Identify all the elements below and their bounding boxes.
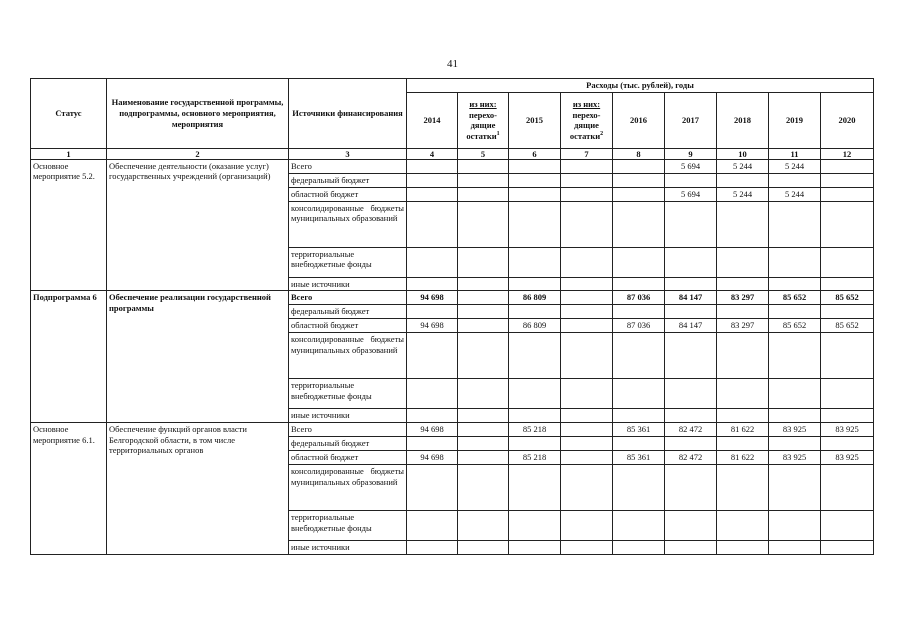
- value-cell: [509, 409, 561, 423]
- value-cell: [769, 510, 821, 540]
- value-cell: [407, 305, 458, 319]
- footnote-mark-1: 1: [496, 130, 500, 137]
- value-cell: [458, 247, 509, 277]
- value-cell: [509, 159, 561, 173]
- value-cell: [717, 173, 769, 187]
- value-cell: 87 036: [613, 319, 665, 333]
- column-number: 10: [717, 148, 769, 159]
- column-number: 8: [613, 148, 665, 159]
- header-status: Статус: [31, 79, 107, 149]
- table-row: [31, 422, 874, 436]
- value-cell: [613, 305, 665, 319]
- column-number: 9: [665, 148, 717, 159]
- source-cell: территориальные внебюджетные фонды: [289, 247, 407, 277]
- value-cell: 5 694: [665, 187, 717, 201]
- value-cell: 85 361: [613, 422, 665, 436]
- header-carry-1: перехо-дящие: [468, 109, 497, 131]
- value-cell: [509, 379, 561, 409]
- value-cell: [665, 540, 717, 554]
- value-cell: [458, 464, 509, 510]
- header-remains-2-wrap: [563, 131, 610, 142]
- column-number-row: [31, 148, 874, 159]
- value-cell: [561, 159, 613, 173]
- value-cell: [821, 540, 874, 554]
- value-cell: [561, 464, 613, 510]
- value-cell: [665, 201, 717, 247]
- value-cell: [509, 510, 561, 540]
- table-body: [31, 159, 874, 554]
- value-cell: [458, 159, 509, 173]
- source-cell: консолидированные бюджеты муниципальных образований: [289, 464, 407, 510]
- value-cell: [561, 277, 613, 291]
- value-cell: [561, 333, 613, 379]
- source-cell: консолидированные бюджеты муниципальных образований: [289, 333, 407, 379]
- value-cell: [509, 436, 561, 450]
- value-cell: [561, 291, 613, 305]
- value-cell: 83 297: [717, 291, 769, 305]
- value-cell: [407, 409, 458, 423]
- status-cell: Подпрограмма 6: [31, 291, 107, 423]
- value-cell: [769, 464, 821, 510]
- value-cell: 83 297: [717, 319, 769, 333]
- value-cell: [665, 305, 717, 319]
- value-cell: [821, 173, 874, 187]
- name-cell: Обеспечение деятельности (оказание услуг) государственных учреждений (организаций): [107, 159, 289, 291]
- header-2019: 2019: [769, 92, 821, 148]
- value-cell: [613, 436, 665, 450]
- value-cell: [613, 201, 665, 247]
- value-cell: [821, 201, 874, 247]
- value-cell: [613, 333, 665, 379]
- value-cell: 85 652: [821, 291, 874, 305]
- value-cell: [561, 173, 613, 187]
- source-cell: иные источники: [289, 409, 407, 423]
- source-cell: территориальные внебюджетные фонды: [289, 510, 407, 540]
- value-cell: 94 698: [407, 319, 458, 333]
- column-number: 3: [289, 148, 407, 159]
- value-cell: [561, 247, 613, 277]
- status-cell: Основное мероприятие 6.1.: [31, 422, 107, 554]
- value-cell: [821, 277, 874, 291]
- value-cell: [665, 333, 717, 379]
- value-cell: [769, 247, 821, 277]
- value-cell: [458, 291, 509, 305]
- value-cell: [458, 305, 509, 319]
- value-cell: 81 622: [717, 422, 769, 436]
- value-cell: [458, 409, 509, 423]
- table-row: [31, 291, 874, 305]
- value-cell: [665, 247, 717, 277]
- value-cell: [458, 510, 509, 540]
- value-cell: [821, 510, 874, 540]
- value-cell: [613, 159, 665, 173]
- value-cell: [717, 247, 769, 277]
- value-cell: 85 652: [769, 291, 821, 305]
- value-cell: [458, 187, 509, 201]
- header-2020: 2020: [821, 92, 874, 148]
- value-cell: [458, 173, 509, 187]
- value-cell: 86 809: [509, 319, 561, 333]
- value-cell: 83 925: [769, 422, 821, 436]
- value-cell: [613, 173, 665, 187]
- value-cell: [407, 247, 458, 277]
- value-cell: 84 147: [665, 319, 717, 333]
- value-cell: [509, 201, 561, 247]
- value-cell: [561, 540, 613, 554]
- value-cell: [665, 379, 717, 409]
- source-cell: областной бюджет: [289, 450, 407, 464]
- value-cell: [509, 173, 561, 187]
- value-cell: 82 472: [665, 422, 717, 436]
- value-cell: [561, 187, 613, 201]
- value-cell: 85 652: [821, 319, 874, 333]
- value-cell: [561, 201, 613, 247]
- value-cell: [613, 540, 665, 554]
- header-2015: 2015: [509, 92, 561, 148]
- column-number: 11: [769, 148, 821, 159]
- value-cell: [407, 173, 458, 187]
- source-cell: Всего: [289, 422, 407, 436]
- value-cell: [407, 379, 458, 409]
- value-cell: [665, 277, 717, 291]
- header-carryover-1: [458, 92, 509, 148]
- header-carry-2: перехо-дящие: [572, 109, 601, 131]
- value-cell: [458, 201, 509, 247]
- value-cell: [717, 333, 769, 379]
- value-cell: [821, 187, 874, 201]
- value-cell: [821, 159, 874, 173]
- value-cell: [458, 540, 509, 554]
- value-cell: [561, 319, 613, 333]
- value-cell: [407, 201, 458, 247]
- table-row: [31, 159, 874, 173]
- value-cell: [769, 173, 821, 187]
- source-cell: Всего: [289, 291, 407, 305]
- value-cell: [821, 464, 874, 510]
- value-cell: [407, 510, 458, 540]
- value-cell: [509, 187, 561, 201]
- header-carryover-2: [561, 92, 613, 148]
- value-cell: [717, 464, 769, 510]
- header-2018: 2018: [717, 92, 769, 148]
- value-cell: 85 218: [509, 422, 561, 436]
- value-cell: [458, 422, 509, 436]
- value-cell: [509, 333, 561, 379]
- source-cell: территориальные внебюджетные фонды: [289, 379, 407, 409]
- value-cell: 83 925: [821, 422, 874, 436]
- source-cell: областной бюджет: [289, 187, 407, 201]
- value-cell: [407, 159, 458, 173]
- value-cell: [769, 540, 821, 554]
- value-cell: 5 244: [769, 159, 821, 173]
- value-cell: [769, 379, 821, 409]
- value-cell: [717, 379, 769, 409]
- value-cell: [561, 450, 613, 464]
- header-2016: 2016: [613, 92, 665, 148]
- budget-table: [30, 78, 874, 555]
- status-cell: Основное мероприятие 5.2.: [31, 159, 107, 291]
- value-cell: [509, 464, 561, 510]
- value-cell: [821, 436, 874, 450]
- column-number: 1: [31, 148, 107, 159]
- value-cell: 86 809: [509, 291, 561, 305]
- source-cell: иные источники: [289, 277, 407, 291]
- value-cell: [665, 173, 717, 187]
- value-cell: 85 361: [613, 450, 665, 464]
- footnote-mark-2: 2: [600, 130, 604, 137]
- value-cell: [717, 436, 769, 450]
- value-cell: [769, 409, 821, 423]
- value-cell: [509, 277, 561, 291]
- source-cell: областной бюджет: [289, 319, 407, 333]
- value-cell: [561, 422, 613, 436]
- source-cell: федеральный бюджет: [289, 305, 407, 319]
- value-cell: 82 472: [665, 450, 717, 464]
- value-cell: [613, 510, 665, 540]
- value-cell: [561, 510, 613, 540]
- value-cell: [769, 436, 821, 450]
- value-cell: 94 698: [407, 450, 458, 464]
- value-cell: [717, 305, 769, 319]
- value-cell: [769, 201, 821, 247]
- value-cell: 83 925: [769, 450, 821, 464]
- value-cell: [509, 305, 561, 319]
- value-cell: [665, 510, 717, 540]
- value-cell: [665, 436, 717, 450]
- value-cell: 85 218: [509, 450, 561, 464]
- value-cell: 5 694: [665, 159, 717, 173]
- name-cell: Обеспечение функций органов власти Белгородской области, в том числе территориальных органов: [107, 422, 289, 554]
- value-cell: [509, 247, 561, 277]
- value-cell: [769, 305, 821, 319]
- value-cell: 5 244: [717, 187, 769, 201]
- value-cell: [717, 510, 769, 540]
- header-remains-1: остатки: [466, 130, 497, 141]
- source-cell: федеральный бюджет: [289, 173, 407, 187]
- value-cell: [769, 333, 821, 379]
- value-cell: [665, 464, 717, 510]
- value-cell: [821, 409, 874, 423]
- value-cell: [613, 277, 665, 291]
- header-2014: 2014: [407, 92, 458, 148]
- value-cell: [561, 305, 613, 319]
- table-header: [31, 79, 874, 160]
- value-cell: [821, 305, 874, 319]
- header-sources: Источники финансирования: [289, 79, 407, 149]
- value-cell: [458, 450, 509, 464]
- value-cell: 81 622: [717, 450, 769, 464]
- value-cell: [458, 277, 509, 291]
- column-number: 7: [561, 148, 613, 159]
- name-cell: Обеспечение реализации государственной программы: [107, 291, 289, 423]
- value-cell: [821, 333, 874, 379]
- column-number: 12: [821, 148, 874, 159]
- header-expenses: Расходы (тыс. рублей), годы: [407, 79, 874, 93]
- value-cell: [407, 436, 458, 450]
- page-number: 41: [447, 58, 458, 70]
- value-cell: [458, 379, 509, 409]
- value-cell: 5 244: [769, 187, 821, 201]
- column-number: 4: [407, 148, 458, 159]
- value-cell: [717, 540, 769, 554]
- value-cell: 84 147: [665, 291, 717, 305]
- source-cell: Всего: [289, 159, 407, 173]
- value-cell: [458, 333, 509, 379]
- value-cell: [561, 379, 613, 409]
- value-cell: [407, 333, 458, 379]
- value-cell: [509, 540, 561, 554]
- value-cell: [407, 187, 458, 201]
- value-cell: [613, 247, 665, 277]
- header-of-them-2: из них:: [572, 98, 601, 109]
- value-cell: [717, 201, 769, 247]
- header-remains-2: остатки: [569, 130, 601, 141]
- value-cell: [613, 379, 665, 409]
- header-remains-1-wrap: [460, 131, 506, 142]
- header-of-them-1: из них:: [469, 98, 497, 109]
- value-cell: [561, 436, 613, 450]
- value-cell: [407, 464, 458, 510]
- value-cell: [769, 277, 821, 291]
- value-cell: [821, 247, 874, 277]
- column-number: 6: [509, 148, 561, 159]
- value-cell: 94 698: [407, 291, 458, 305]
- value-cell: [717, 409, 769, 423]
- header-2017: 2017: [665, 92, 717, 148]
- header-name: Наименование государственной программы, подпрограммы, основного мероприятия, мероприятия: [107, 79, 289, 149]
- value-cell: [458, 436, 509, 450]
- value-cell: [561, 409, 613, 423]
- value-cell: 5 244: [717, 159, 769, 173]
- source-cell: консолидированные бюджеты муниципальных образований: [289, 201, 407, 247]
- column-number: 5: [458, 148, 509, 159]
- column-number: 2: [107, 148, 289, 159]
- value-cell: [407, 277, 458, 291]
- value-cell: [717, 277, 769, 291]
- value-cell: 83 925: [821, 450, 874, 464]
- value-cell: [665, 409, 717, 423]
- value-cell: [613, 409, 665, 423]
- value-cell: [613, 464, 665, 510]
- value-cell: [458, 319, 509, 333]
- value-cell: 87 036: [613, 291, 665, 305]
- value-cell: 85 652: [769, 319, 821, 333]
- source-cell: федеральный бюджет: [289, 436, 407, 450]
- value-cell: 94 698: [407, 422, 458, 436]
- source-cell: иные источники: [289, 540, 407, 554]
- value-cell: [821, 379, 874, 409]
- value-cell: [613, 187, 665, 201]
- value-cell: [407, 540, 458, 554]
